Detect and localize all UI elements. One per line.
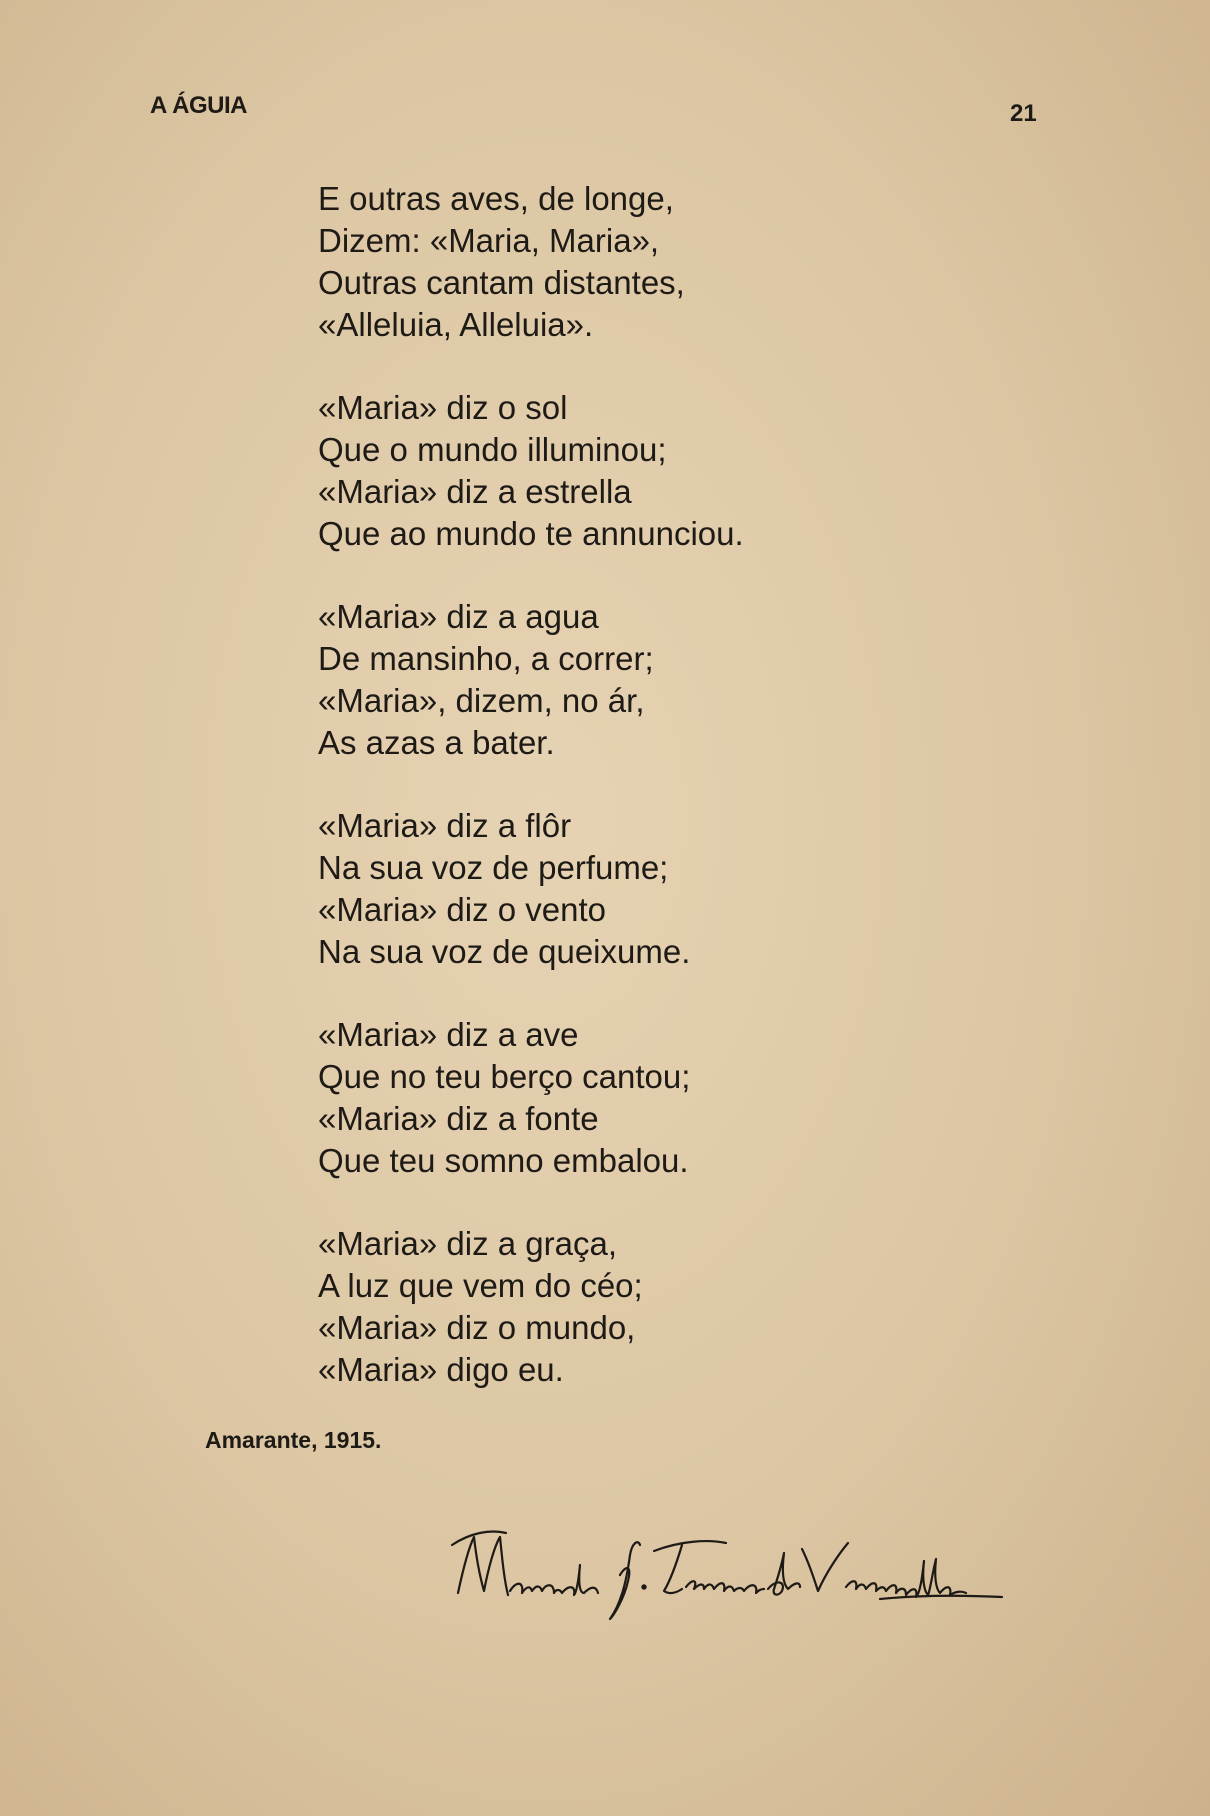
poem-line: Na sua voz de perfume; [318, 849, 669, 886]
poem-line: Que o mundo illuminou; [318, 431, 667, 468]
poem-line: Que teu somno embalou. [318, 1142, 689, 1179]
poem-line: «Maria» diz o sol [318, 389, 568, 426]
poem-line: A luz que vem do céo; [318, 1267, 643, 1304]
poem-line: De mansinho, a correr; [318, 640, 654, 677]
poem-line: «Maria» diz a ave [318, 1016, 579, 1053]
stanza [318, 387, 744, 555]
poem-line: «Maria» diz a agua [318, 598, 599, 635]
poem-line: «Maria» diz a estrella [318, 473, 632, 510]
place-date: Amarante, 1915. [205, 1427, 382, 1453]
stanza [318, 1014, 744, 1182]
poem-line: As azas a bater. [318, 724, 555, 761]
stanza [318, 805, 744, 973]
poem-line: «Maria» diz o vento [318, 891, 606, 928]
poem-line: Que ao mundo te annunciou. [318, 515, 744, 552]
poem-line: Outras cantam distantes, [318, 264, 685, 301]
stanza [318, 596, 744, 764]
poem-line: E outras aves, de longe, [318, 180, 674, 217]
poem-line: Na sua voz de queixume. [318, 933, 691, 970]
poem-line: «Maria», dizem, no ár, [318, 682, 645, 719]
poem-line: «Maria» diz a fonte [318, 1100, 599, 1137]
stanza [318, 1223, 744, 1391]
stanza [318, 178, 744, 346]
poem [318, 178, 744, 1432]
poem-line: «Maria» diz o mundo, [318, 1309, 636, 1346]
poem-line: «Maria» diz a graça, [318, 1225, 617, 1262]
poem-line: Que no teu berço cantou; [318, 1058, 691, 1095]
poem-line: «Maria» digo eu. [318, 1351, 564, 1388]
poem-line: Dizem: «Maria, Maria», [318, 222, 660, 259]
page-number: 21 [1010, 100, 1037, 127]
running-title: A ÁGUIA [150, 92, 247, 119]
poem-line: «Maria» diz a flôr [318, 807, 572, 844]
poem-line: «Alleluia, Alleluia». [318, 306, 594, 343]
handwritten-signature [450, 1515, 1010, 1625]
